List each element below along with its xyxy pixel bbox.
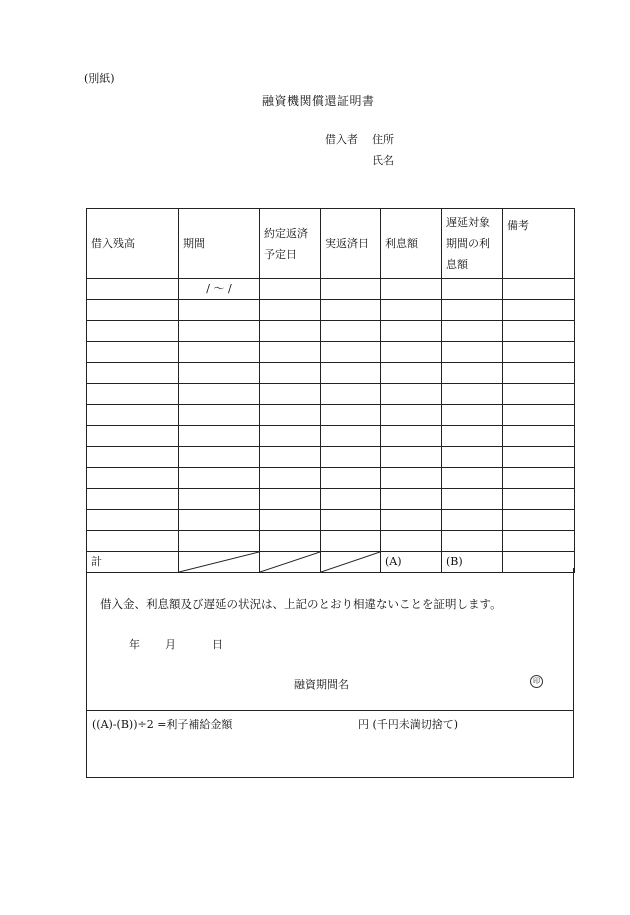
table-cell — [260, 321, 321, 342]
seal-icon: 印 — [530, 675, 543, 688]
table-cell — [321, 279, 381, 300]
table-cell — [321, 321, 381, 342]
table-cell — [381, 405, 442, 426]
table-cell — [179, 300, 260, 321]
table-cell — [87, 489, 179, 510]
table-cell — [442, 531, 503, 552]
table-cell — [260, 300, 321, 321]
table-row — [87, 447, 575, 468]
table-cell — [179, 342, 260, 363]
certification-statement: 借入金、利息額及び遅延の状況は、上記のとおり相違ないことを証明します。 — [100, 597, 502, 611]
table-cell — [503, 426, 575, 447]
table-cell — [381, 489, 442, 510]
table-row — [87, 405, 575, 426]
header-actual-repayment-date: 実返済日 — [321, 209, 381, 279]
header-delayed-interest: 遅延対象期間の利息額 — [442, 209, 503, 279]
table-cell — [87, 384, 179, 405]
table-cell — [381, 279, 442, 300]
table-row — [87, 510, 575, 531]
table-row — [87, 279, 575, 300]
table-cell — [321, 363, 381, 384]
table-cell — [179, 489, 260, 510]
table-cell — [87, 405, 179, 426]
table-cell — [503, 363, 575, 384]
table-cell — [321, 426, 381, 447]
year-label: 年 — [129, 638, 140, 651]
document-title: 融資機関償還証明書 — [262, 94, 375, 108]
total-label: 計 — [87, 552, 179, 573]
table-cell — [321, 468, 381, 489]
table-cell — [503, 489, 575, 510]
table-cell — [179, 447, 260, 468]
borrower-label: 借入者 — [325, 133, 358, 146]
table-cell — [442, 405, 503, 426]
table-cell — [260, 489, 321, 510]
table-cell — [503, 342, 575, 363]
table-cell — [442, 426, 503, 447]
table-cell — [503, 510, 575, 531]
table-header-row — [87, 209, 575, 279]
table-cell — [87, 321, 179, 342]
table-cell — [442, 468, 503, 489]
table-cell — [179, 531, 260, 552]
table-cell — [381, 342, 442, 363]
period-cell: / 〜 / — [179, 279, 260, 300]
interest-total-mark: (A) — [381, 552, 442, 573]
table-cell — [442, 489, 503, 510]
table-cell — [179, 321, 260, 342]
table-cell — [87, 510, 179, 531]
table-cell — [381, 531, 442, 552]
table-cell — [381, 447, 442, 468]
table-row — [87, 363, 575, 384]
table-row — [87, 384, 575, 405]
table-cell — [260, 384, 321, 405]
table-cell — [260, 510, 321, 531]
table-cell — [381, 363, 442, 384]
table-cell — [179, 384, 260, 405]
table-cell — [503, 447, 575, 468]
header-remarks: 備考 — [503, 209, 575, 279]
table-cell — [260, 531, 321, 552]
table-cell — [260, 426, 321, 447]
table-cell — [442, 447, 503, 468]
address-label: 住所 — [372, 133, 394, 146]
table-cell — [381, 321, 442, 342]
table-cell — [381, 468, 442, 489]
table-row — [87, 468, 575, 489]
table-cell — [260, 363, 321, 384]
table-row — [87, 426, 575, 447]
table-cell — [321, 342, 381, 363]
table-row — [87, 300, 575, 321]
table-cell — [321, 384, 381, 405]
header-period: 期間 — [179, 209, 260, 279]
table-row — [87, 342, 575, 363]
attachment-label: (別紙) — [84, 72, 115, 85]
table-cell — [381, 426, 442, 447]
table-cell — [503, 405, 575, 426]
table-cell — [442, 363, 503, 384]
table-row — [87, 531, 575, 552]
yen-rounding-note: 円 (千円未満切捨て) — [358, 718, 459, 731]
month-label: 月 — [165, 638, 176, 651]
delayed-interest-total-mark: (B) — [442, 552, 503, 573]
table-cell — [503, 468, 575, 489]
table-cell — [442, 321, 503, 342]
table-cell — [442, 279, 503, 300]
table-cell — [87, 531, 179, 552]
table-cell — [503, 321, 575, 342]
table-cell — [381, 510, 442, 531]
table-cell — [260, 447, 321, 468]
table-cell — [260, 405, 321, 426]
table-cell — [87, 468, 179, 489]
table-cell — [321, 300, 381, 321]
header-loan-balance: 借入残高 — [87, 209, 179, 279]
header-interest-amount: 利息額 — [381, 209, 442, 279]
table-cell — [87, 363, 179, 384]
repayment-table — [86, 208, 575, 573]
table-cell — [442, 384, 503, 405]
table-row — [87, 489, 575, 510]
table-cell — [87, 342, 179, 363]
table-cell — [503, 300, 575, 321]
table-cell — [503, 531, 575, 552]
table-cell — [87, 279, 179, 300]
table-cell — [442, 300, 503, 321]
table-cell — [503, 279, 575, 300]
table-cell — [321, 510, 381, 531]
day-label: 日 — [212, 638, 223, 651]
table-cell — [179, 510, 260, 531]
table-row — [87, 321, 575, 342]
table-cell — [179, 363, 260, 384]
table-cell — [442, 510, 503, 531]
table-cell — [87, 447, 179, 468]
institution-name-label: 融資期間名 — [294, 678, 349, 691]
table-cell — [321, 405, 381, 426]
table-cell — [442, 342, 503, 363]
table-cell — [321, 531, 381, 552]
table-cell — [179, 426, 260, 447]
table-cell — [321, 489, 381, 510]
table-cell — [321, 447, 381, 468]
table-cell — [260, 279, 321, 300]
header-scheduled-repayment-date: 約定返済予定日 — [260, 209, 321, 279]
table-cell — [260, 342, 321, 363]
table-cell — [381, 384, 442, 405]
name-label: 氏名 — [372, 154, 394, 167]
table-cell — [179, 405, 260, 426]
table-cell — [87, 426, 179, 447]
table-cell — [179, 468, 260, 489]
table-cell — [381, 300, 442, 321]
table-cell — [503, 384, 575, 405]
subsidy-formula: ((A)-(B))÷2 =利子補給金額 — [92, 718, 233, 731]
table-cell — [87, 300, 179, 321]
table-cell — [260, 468, 321, 489]
